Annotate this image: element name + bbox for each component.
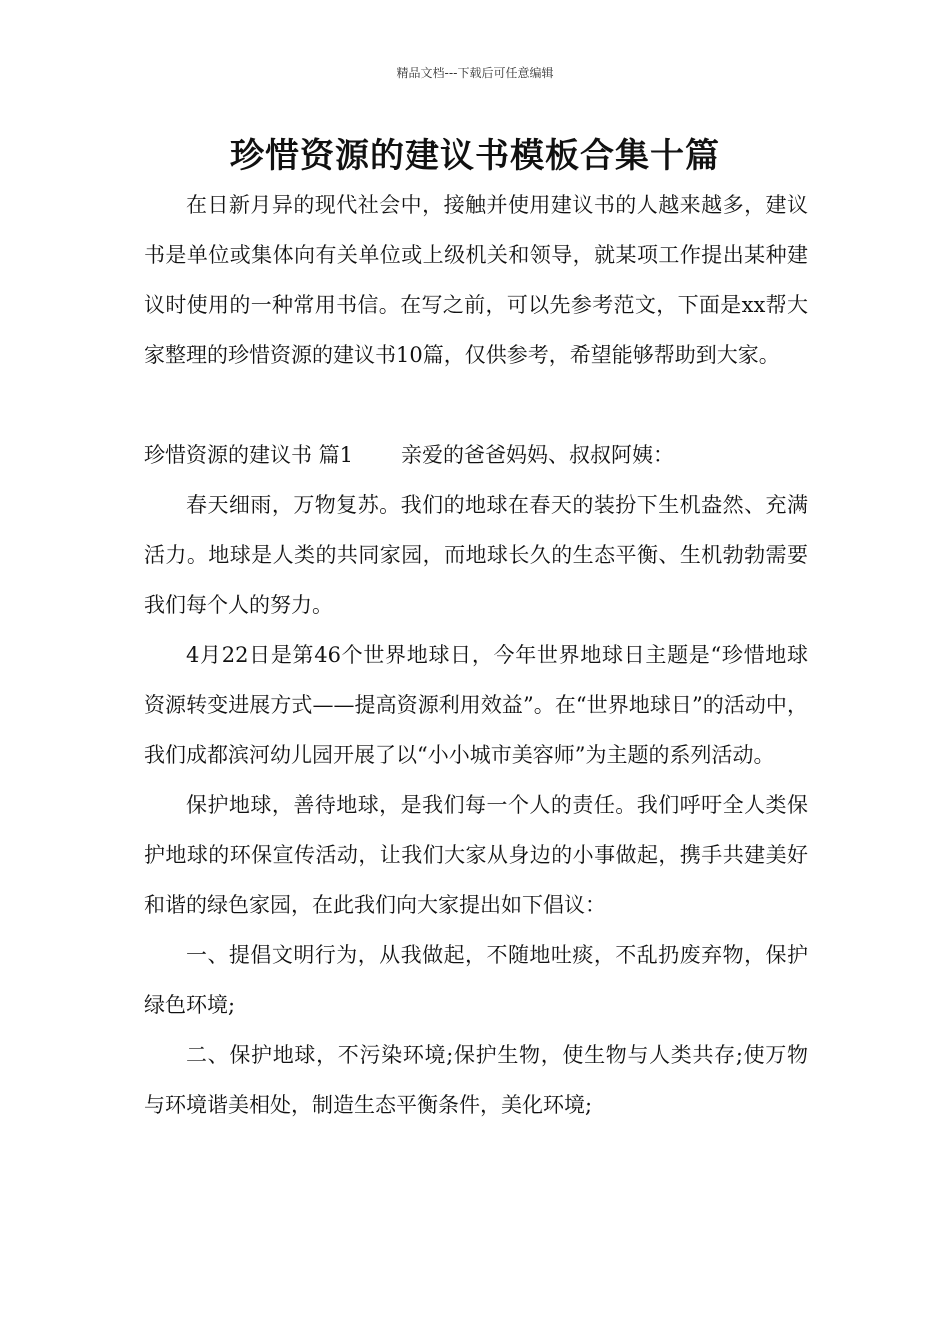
intro-paragraph: 在日新月异的现代社会中，接触并使用建议书的人越来越多，建议书是单位或集体向有关单位或上级机关和领导，就某项工作提出某种建议时使用的一种常用书信。在写之前，可以先参考范文，下面是xx帮大家整理的珍惜资源的建议书10篇，仅供参考，希望能够帮助到大家。 (144, 193, 808, 367)
document-body (144, 180, 808, 1130)
body-paragraph: 一、提倡文明行为，从我做起，不随地吐痰，不乱扔废弃物，保护绿色环境; (144, 943, 808, 1017)
document-title: 珍惜资源的建议书模板合集十篇 (230, 136, 720, 176)
body-paragraph: 4月22日是第46个世界地球日，今年世界地球日主题是“珍惜地球资源转变进展方式——提高资源利用效益”。在“世界地球日”的活动中，我们成都滨河幼儿园开展了以“小小城市美容师”为主题的系列活动。 (144, 643, 808, 767)
body-paragraph: 保护地球，善待地球，是我们每一个人的责任。我们呼吁全人类保护地球的环保宣传活动，让我们大家从身边的小事做起，携手共建美好和谐的绿色家园，在此我们向大家提出如下倡议： (144, 793, 808, 917)
section-heading: 珍惜资源的建议书 篇1 (144, 443, 354, 467)
body-paragraph: 二、保护地球，不污染环境;保护生物，使生物与人类共存;使万物与环境谐美相处，制造生态平衡条件，美化环境; (144, 1043, 808, 1117)
body-paragraph: 春天细雨，万物复苏。我们的地球在春天的装扮下生机盎然、充满活力。地球是人类的共同家园，而地球长久的生态平衡、生机勃勃需要我们每个人的努力。 (144, 493, 808, 617)
salutation: 亲爱的爸爸妈妈、叔叔阿姨： (401, 443, 675, 467)
header-note: 精品文档---下载后可任意编辑 (396, 66, 554, 80)
paragraph-spacer (144, 380, 808, 430)
section-heading-line (144, 430, 808, 480)
